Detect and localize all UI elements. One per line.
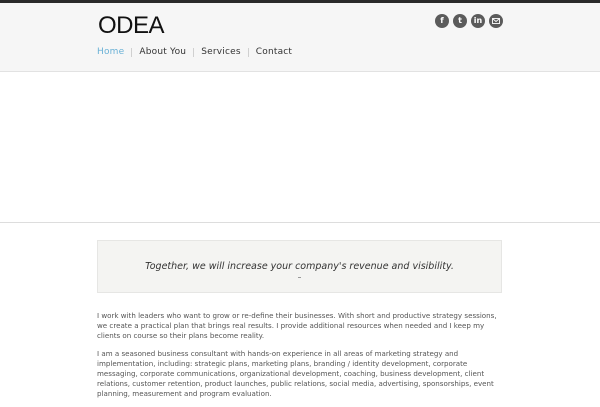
nav-item-about-you[interactable]: About You [139, 47, 187, 57]
nav-item-home[interactable]: Home [97, 47, 125, 57]
experience-paragraph: I am a seasoned business consultant with hands-on experience in all areas of marketing strategy and implementation, including: strategic plans, marketing plans, branding / identity development, corporate messaging, corporate communications, organizational development, coaching, business development, client relations, customer retention, product launches, public relations, social media, advertising, sponsorships, event planning, measurement and program evaluation. [97, 349, 494, 398]
site-logo[interactable]: ODEA [98, 12, 165, 39]
tagline-divider [298, 277, 301, 278]
linkedin-icon[interactable]: in [471, 14, 485, 28]
tagline-text: Together, we will increase your company's revenue and visibility. [145, 261, 454, 272]
nav-item-contact[interactable]: Contact [255, 47, 293, 57]
site-header [0, 3, 600, 72]
main-nav [97, 47, 299, 57]
email-icon[interactable] [489, 14, 503, 28]
twitter-icon[interactable]: t [453, 14, 467, 28]
intro-paragraph: I work with leaders who want to grow or re-define their businesses. With short and productive strategy sessions, we create a practical plan that brings real results. I provide additional resources when needed and I keep my clients on course so their plans become reality. [97, 311, 497, 340]
tagline-box [97, 240, 502, 293]
social-links [435, 14, 503, 28]
intro-content [97, 311, 507, 407]
nav-item-services[interactable]: Services [201, 47, 241, 57]
facebook-icon[interactable]: f [435, 14, 449, 28]
hero-banner [0, 72, 600, 223]
